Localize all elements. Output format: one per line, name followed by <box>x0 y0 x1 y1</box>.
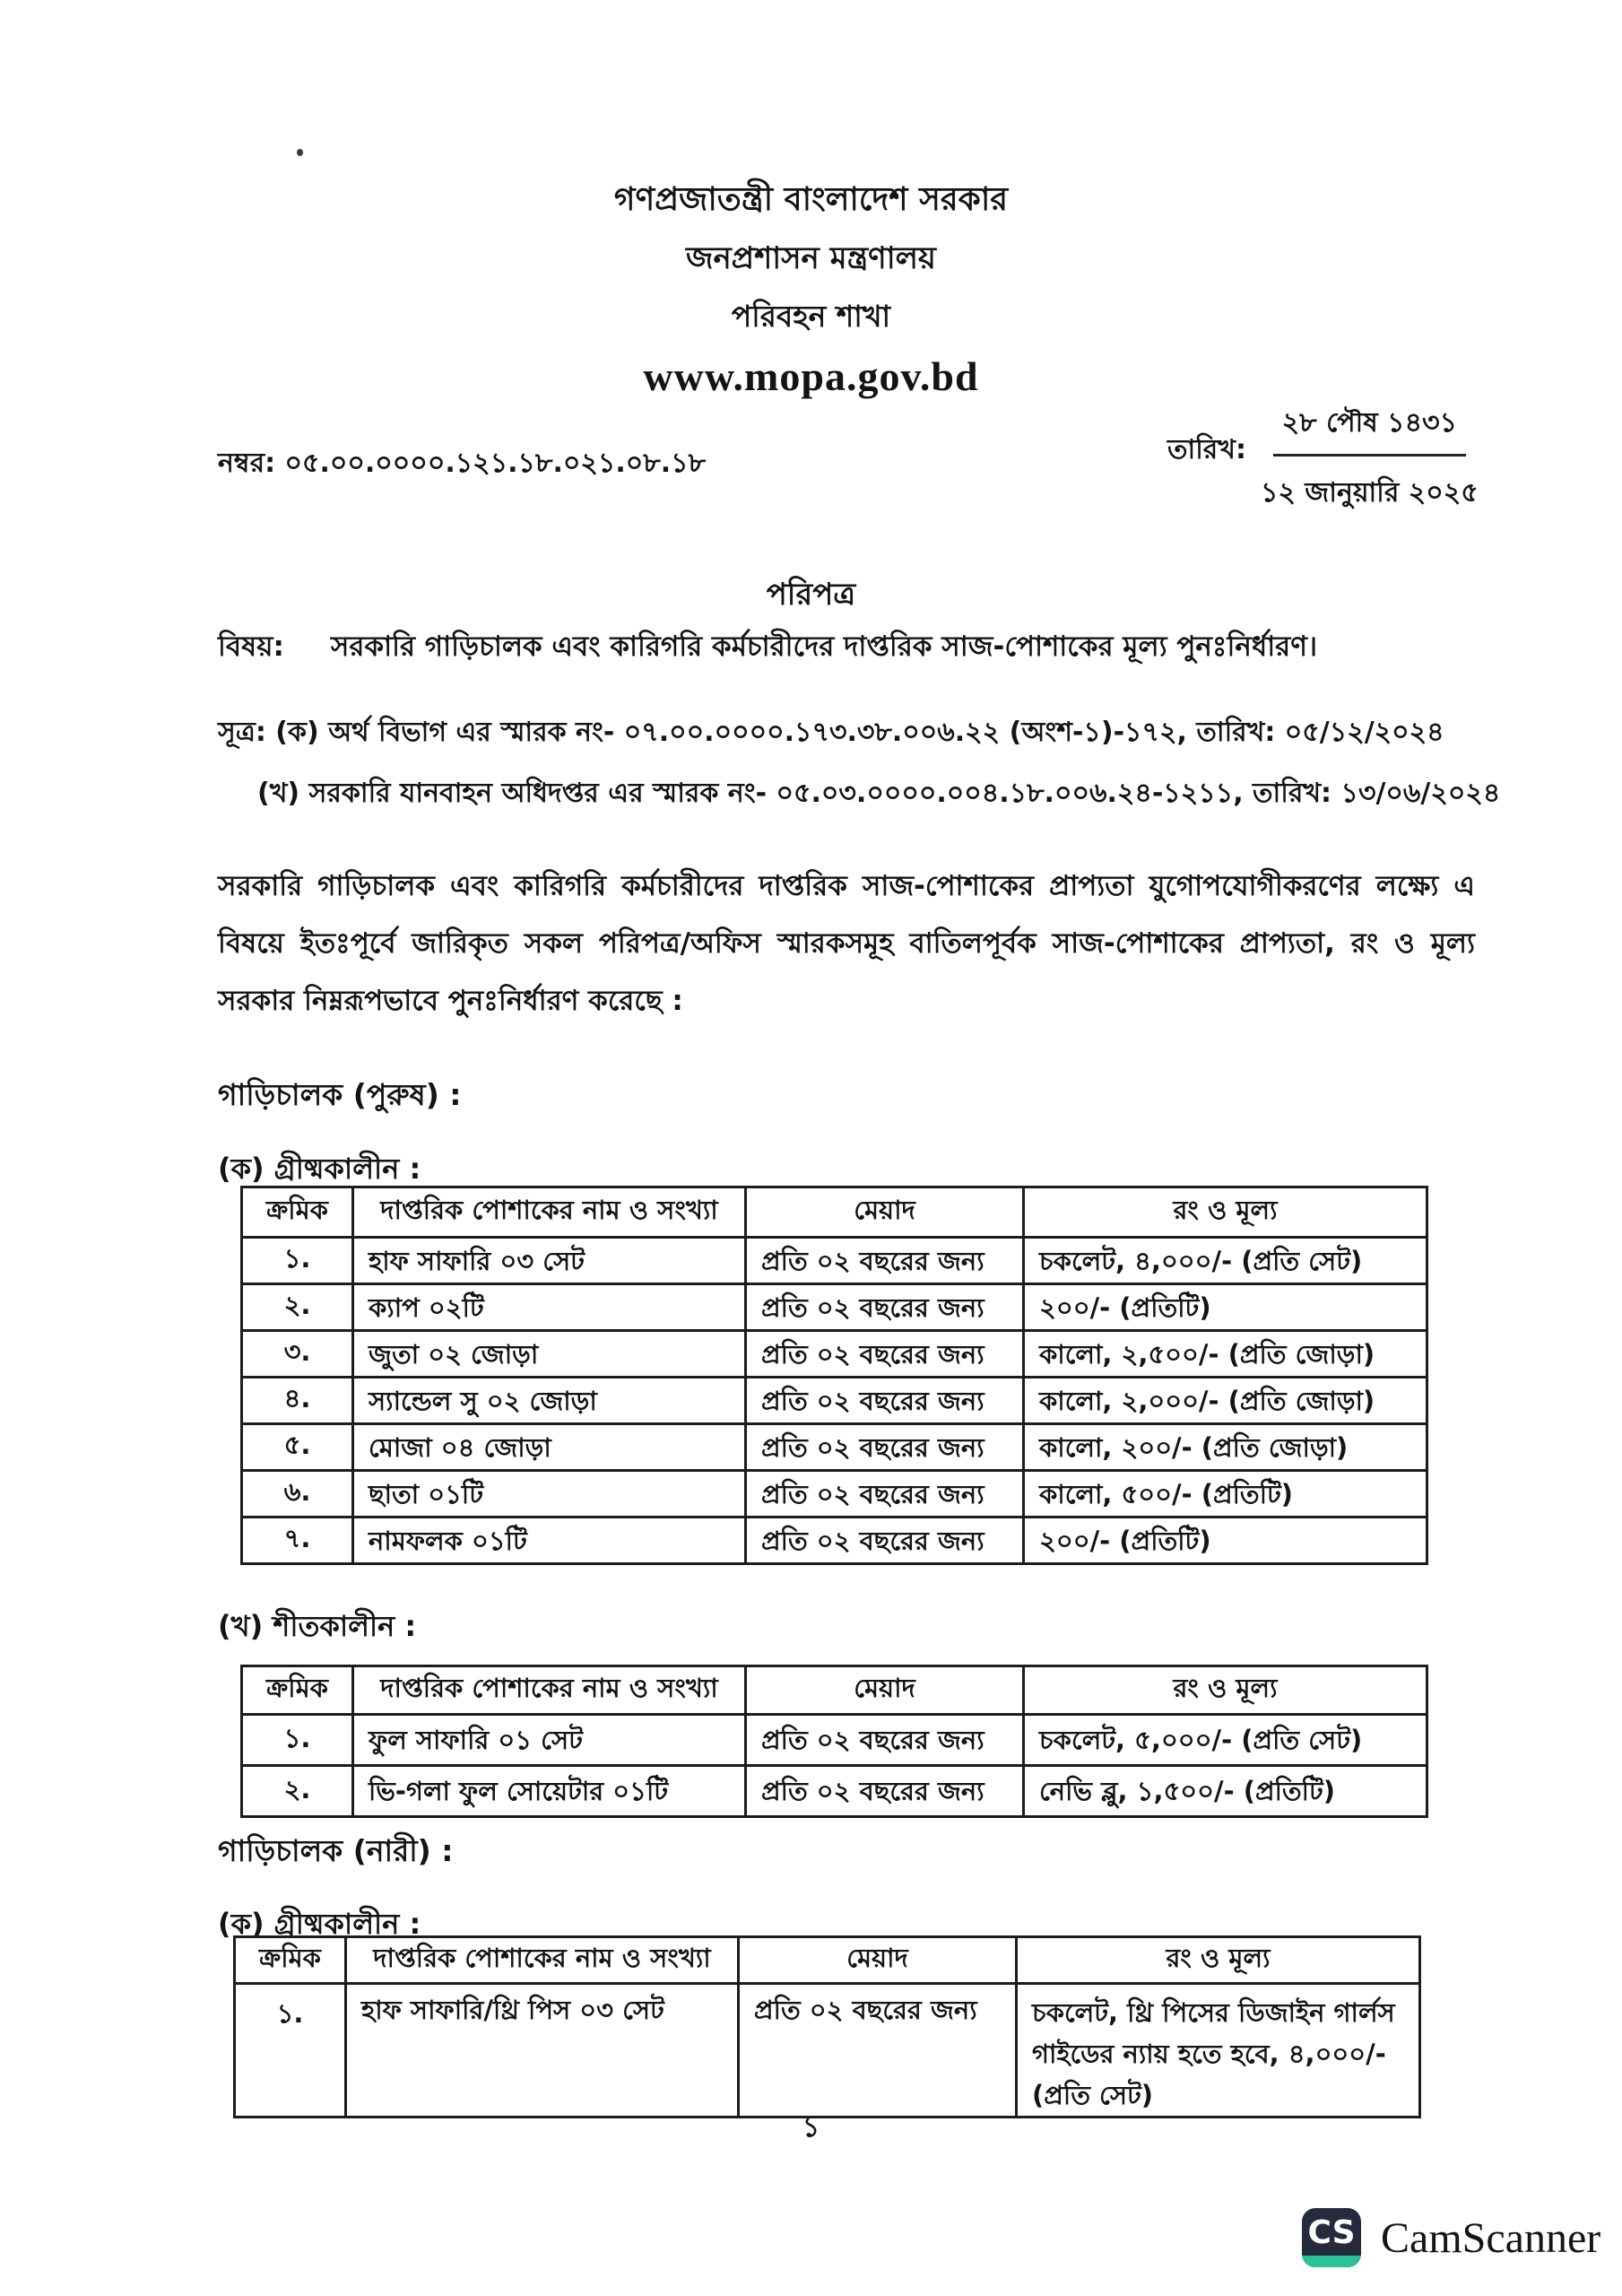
cell-serial: ৭. <box>242 1518 353 1564</box>
column-header-serial: ক্রমিক <box>235 1937 346 1984</box>
cell-color-price: চকলেট, ৪,০০০/- (প্রতি সেট) <box>1024 1238 1427 1284</box>
cell-color-price: কালো, ৫০০/- (প্রতিটি) <box>1024 1471 1427 1518</box>
table-row <box>242 1331 1427 1378</box>
cell-serial: ৫. <box>242 1424 353 1471</box>
camscanner-logo-stripe <box>1302 2256 1361 2267</box>
subject-row <box>218 625 1482 672</box>
circular-title: পরিপত্র <box>766 577 856 613</box>
table-male-winter <box>240 1665 1428 1818</box>
cell-item: মোজা ০৪ জোড়া <box>353 1424 746 1471</box>
column-header-serial: ক্রমিক <box>242 1666 353 1715</box>
date-bangla: ২৮ পৌষ ১৪৩১ <box>1273 401 1466 457</box>
cell-serial: ১. <box>242 1715 353 1766</box>
government-name: গণপ্রজাতন্ত্রী বাংলাদেশ সরকার <box>613 181 1009 218</box>
date-label: তারিখ: <box>1167 434 1246 465</box>
cell-term: প্রতি ০২ বছরের জন্য <box>746 1471 1024 1518</box>
cell-item: ভি-গলা ফুল সোয়েটার ০১টি <box>353 1766 746 1817</box>
cell-term: প্রতি ০২ বছরের জন্য <box>746 1331 1024 1378</box>
subsection-heading-summer-male: (ক) গ্রীষ্মকালীন : <box>218 1152 421 1186</box>
table-row <box>235 1984 1420 2118</box>
column-header-term: মেয়াদ <box>746 1187 1024 1238</box>
cell-color-price: কালো, ২,৫০০/- (প্রতি জোড়া) <box>1024 1331 1427 1378</box>
column-header-term: মেয়াদ <box>746 1666 1024 1715</box>
table-row <box>242 1471 1427 1518</box>
cell-item: নামফলক ০১টি <box>353 1518 746 1564</box>
cell-serial: ৪. <box>242 1378 353 1424</box>
memo-number: নম্বর: ০৫.০০.০০০০.১২১.১৮.০২১.০৮.১৮ <box>218 448 707 479</box>
cell-serial: ২. <box>242 1766 353 1817</box>
camscanner-watermark <box>1302 2208 1600 2267</box>
camscanner-logo-cs-text: CS <box>1307 2214 1356 2251</box>
reference-line-2: (খ) সরকারি যানবাহন অধিদপ্তর এর স্মারক নং- ০৫.০৩.০০০০.০০৪.১৮.০০৬.২৪-১২১১, তারিখ: ১৩/০৬/২০২৪ <box>257 778 1501 809</box>
cell-item: হাফ সাফারি ০৩ সেট <box>353 1238 746 1284</box>
date-block <box>1167 401 1479 517</box>
table-row <box>242 1284 1427 1331</box>
table-male-summer <box>240 1186 1428 1565</box>
cell-color-price: কালো, ২০০/- (প্রতি জোড়া) <box>1024 1424 1427 1471</box>
cell-item: জুতা ০২ জোড়া <box>353 1331 746 1378</box>
table-female-summer <box>233 1935 1421 2118</box>
table-row <box>242 1378 1427 1424</box>
table-row <box>242 1715 1427 1766</box>
cell-serial: ৩. <box>242 1331 353 1378</box>
cell-term: প্রতি ০২ বছরের জন্য <box>746 1715 1024 1766</box>
cell-color-price: নেভি ব্লু, ১,৫০০/- (প্রতিটি) <box>1024 1766 1427 1817</box>
reference-line-1: সূত্র: (ক) অর্থ বিভাগ এর স্মারক নং- ০৭.০০.০০০০.১৭৩.৩৮.০০৬.২২ (অংশ-১)-১৭২, তারিখ: ০৫/১২/২০২৪ <box>218 717 1444 748</box>
section-heading-driver-female: গাড়িচালক (নারী) : <box>218 1833 454 1868</box>
cell-item: স্যান্ডেল সু ০২ জোড়া <box>353 1378 746 1424</box>
column-header-item: দাপ্তরিক পোশাকের নাম ও সংখ্যা <box>353 1187 746 1238</box>
cell-term: প্রতি ০২ বছরের জন্য <box>746 1238 1024 1284</box>
scan-artifact-dot <box>297 149 303 156</box>
cell-term: প্রতি ০২ বছরের জন্য <box>746 1378 1024 1424</box>
date-stack <box>1261 401 1479 517</box>
subject-text: সরকারি গাড়িচালক এবং কারিগরি কর্মচারীদের দাপ্তরিক সাজ-পোশাকের মূল্য পুনঃনির্ধারণ। <box>330 631 1318 663</box>
column-header-serial: ক্রমিক <box>242 1187 353 1238</box>
subsection-heading-summer-female: (ক) গ্রীষ্মকালীন : <box>218 1907 421 1941</box>
letterhead <box>0 181 1622 400</box>
cell-serial: ১. <box>235 1984 346 2118</box>
table-row <box>242 1518 1427 1564</box>
table-header-row <box>235 1937 1420 1984</box>
table-row <box>242 1766 1427 1817</box>
table-header-row <box>242 1187 1427 1238</box>
column-header-item: দাপ্তরিক পোশাকের নাম ও সংখ্যা <box>346 1937 739 1984</box>
column-header-color-price: রং ও মূল্য <box>1024 1666 1427 1715</box>
branch-name: পরিবহন শাখা <box>731 299 891 334</box>
column-header-item: দাপ্তরিক পোশাকের নাম ও সংখ্যা <box>353 1666 746 1715</box>
table-header-row <box>242 1666 1427 1715</box>
page-number: ১ <box>802 2112 820 2144</box>
cell-color-price: চকলেট, থ্রি পিসের ডিজাইন গার্লস গাইডের ন্যায় হতে হবে, ৪,০০০/- (প্রতি সেট) <box>1017 1984 1420 2118</box>
cell-color-price: ২০০/- (প্রতিটি) <box>1024 1284 1427 1331</box>
column-header-color-price: রং ও মূল্য <box>1024 1187 1427 1238</box>
cell-term: প্রতি ০২ বছরের জন্য <box>746 1518 1024 1564</box>
camscanner-brand-name: CamScanner <box>1381 2213 1601 2262</box>
column-header-color-price: রং ও মূল্য <box>1017 1937 1420 1984</box>
cell-term: প্রতি ০২ বছরের জন্য <box>739 1984 1017 2118</box>
website-url: www.mopa.gov.bd <box>643 353 979 399</box>
ministry-name: জনপ্রশাসন মন্ত্রণালয় <box>686 240 936 276</box>
subject-label: বিষয়: <box>218 631 284 663</box>
date-gregorian: ১২ জানুয়ারি ২০২৫ <box>1261 477 1479 509</box>
cell-item: ক্যাপ ০২টি <box>353 1284 746 1331</box>
cell-term: প্রতি ০২ বছরের জন্য <box>746 1284 1024 1331</box>
subsection-heading-winter-male: (খ) শীতকালীন : <box>218 1609 417 1643</box>
cell-serial: ১. <box>242 1238 353 1284</box>
body-paragraph: সরকারি গাড়িচালক এবং কারিগরি কর্মচারীদের দাপ্তরিক সাজ-পোশাকের প্রাপ্যতা যুগোপযোগীকরণের লক্ষ্যে এ বিষয়ে ইতঃপূর্বে জারিকৃত সকল পরিপত্র/অফিস স্মারকসমূহ বাতিলপূর্বক সাজ-পোশাকের প্রাপ্যতা, রং ও মূল্য সরকার নিম্নরূপভাবে পুনঃনির্ধারণ করেছে : <box>218 870 1475 1017</box>
cell-serial: ৬. <box>242 1471 353 1518</box>
cell-item: ছাতা ০১টি <box>353 1471 746 1518</box>
cell-color-price: ২০০/- (প্রতিটি) <box>1024 1518 1427 1564</box>
table-row <box>242 1238 1427 1284</box>
cell-term: প্রতি ০২ বছরের জন্য <box>746 1424 1024 1471</box>
column-header-term: মেয়াদ <box>739 1937 1017 1984</box>
cell-color-price: কালো, ২,০০০/- (প্রতি জোড়া) <box>1024 1378 1427 1424</box>
cell-item: ফুল সাফারি ০১ সেট <box>353 1715 746 1766</box>
table-row <box>242 1424 1427 1471</box>
camscanner-logo-icon <box>1302 2208 1361 2267</box>
cell-color-price: চকলেট, ৫,০০০/- (প্রতি সেট) <box>1024 1715 1427 1766</box>
cell-serial: ২. <box>242 1284 353 1331</box>
cell-item: হাফ সাফারি/থ্রি পিস ০৩ সেট <box>346 1984 739 2118</box>
cell-term: প্রতি ০২ বছরের জন্য <box>746 1766 1024 1817</box>
section-heading-driver-male: গাড়িচালক (পুরুষ) : <box>218 1077 462 1112</box>
